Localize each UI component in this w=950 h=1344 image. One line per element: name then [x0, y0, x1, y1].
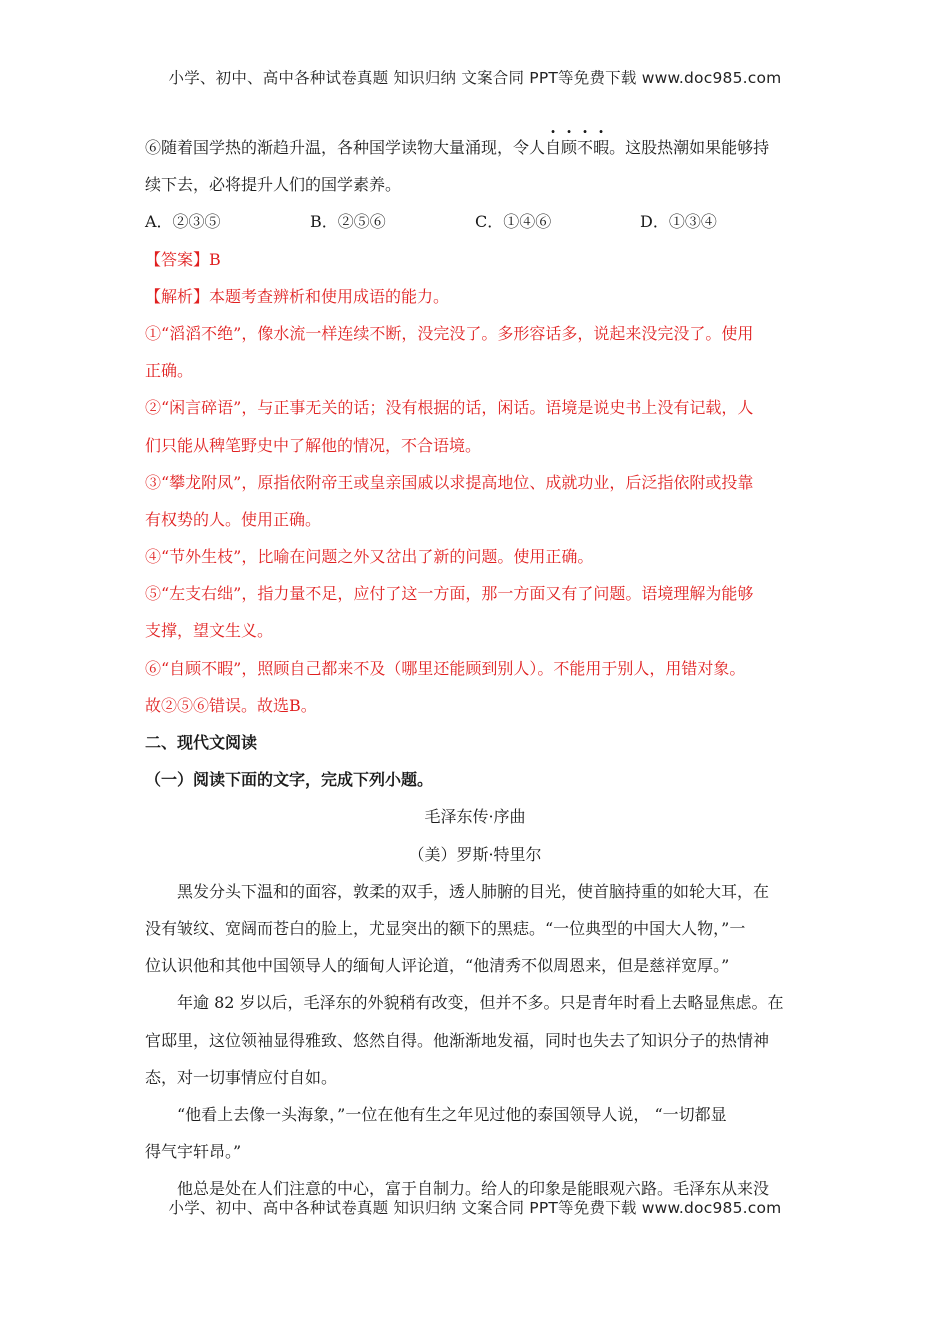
article-line: 态，对一切事情应付自如。 [145, 1067, 338, 1087]
emphasis-char-2: 顾 [561, 138, 578, 157]
analysis-line: 有权势的人。使用正确。 [145, 509, 322, 529]
article-line: 没有皱纹、宽阔而苍白的脸上，尤显突出的额下的黑痣。“一位典型的中国大人物，”一 [145, 918, 746, 938]
choice-d: D．①③④ [640, 212, 717, 232]
q6-text-after: 。这股热潮如果能够持 [609, 138, 770, 157]
page-footer: 小学、初中、高中各种试卷真题 知识归纳 文案合同 PPT等免费下载 www.doc985.com [168, 1199, 782, 1217]
analysis-line: ②“闲言碎语”，与正事无关的话；没有根据的话，闲话。语境是说史书上没有记载，人 [145, 398, 754, 418]
analysis-line: 故②⑤⑥错误。故选B。 [145, 695, 317, 715]
choice-a: A．②③⑤ [145, 212, 221, 232]
article-line: “他看上去像一头海象，”一位在他有生之年见过他的泰国领导人说， “一切都显 [177, 1104, 727, 1124]
article-author: （美）罗斯·特里尔 [408, 844, 542, 864]
page-header: 小学、初中、高中各种试卷真题 知识归纳 文案合同 PPT等免费下载 www.doc985.com [168, 69, 782, 87]
section-subtitle: （一）阅读下面的文字，完成下列小题。 [145, 770, 434, 790]
answer-bracket: 【答案】 [145, 249, 210, 269]
choices-row [145, 207, 805, 244]
analysis-intro-line [145, 282, 805, 319]
analysis-line: 们只能从稗笔野史中了解他的情况，不合语境。 [145, 435, 482, 455]
analysis-line: ⑥“自顾不暇”，照顾自己都来不及（哪里还能顾到别人）。不能用于别人，用错对象。 [145, 658, 746, 678]
article-line: 官邸里，这位领袖显得雅致、悠然自得。他渐渐地发福，同时也失去了知识分子的热情神 [145, 1030, 770, 1050]
article-title: 毛泽东传·序曲 [424, 807, 526, 827]
emphasis-char-4: 暇 [593, 138, 610, 157]
choice-b: B．②⑤⑥ [310, 212, 386, 232]
q6-text-before: ⑥随着国学热的渐趋升温，各种国学读物大量涌现，令人 [145, 138, 546, 157]
document-body [145, 133, 805, 1211]
question-6-line-1 [145, 133, 805, 170]
article-line: 黑发分头下温和的面容，敦柔的双手，透人肺腑的目光，使首脑持重的如轮大耳，在 [177, 881, 770, 901]
emphasis-char-3: 不 [577, 138, 594, 157]
analysis-line: 支撑，望文生义。 [145, 621, 274, 641]
emphasis-char-1: 自 [545, 138, 562, 157]
analysis-line: ④“节外生枝”，比喻在问题之外又岔出了新的问题。使用正确。 [145, 547, 594, 567]
article-line: 位认识他和其他中国领导人的缅甸人评论道，“他清秀不似周恩来，但是慈祥宽厚。” [145, 956, 730, 976]
choice-c: C．①④⑥ [475, 212, 552, 232]
article-line: 得气宇轩昂。” [145, 1142, 242, 1162]
article-line: 他总是处在人们注意的中心，富于自制力。给人的印象是能眼观六路。毛泽东从来没 [177, 1179, 770, 1199]
article-line: 年逾 82 岁以后，毛泽东的外貌稍有改变，但并不多。只是青年时看上去略显焦虑。在 [177, 993, 784, 1013]
analysis-bracket: 【解析】 [145, 286, 210, 306]
section-title: 二、现代文阅读 [145, 733, 258, 752]
analysis-line: ③“攀龙附凤”，原指依附帝王或皇亲国戚以求提高地位、成就功业，后泛指依附或投靠 [145, 472, 754, 492]
question-6-line-2: 续下去，必将提升人们的国学素养。 [145, 175, 402, 195]
answer-line [145, 245, 805, 282]
answer-value: B [209, 249, 221, 269]
analysis-line: ⑤“左支右绌”，指力量不足，应付了这一方面，那一方面又有了问题。语境理解为能够 [145, 584, 754, 604]
analysis-line: 正确。 [145, 361, 194, 381]
analysis-line: ①“滔滔不绝”，像水流一样连续不断，没完没了。多形容话多，说起来没完没了。使用 [145, 323, 754, 343]
analysis-intro: 本题考查辨析和使用成语的能力。 [209, 286, 450, 306]
